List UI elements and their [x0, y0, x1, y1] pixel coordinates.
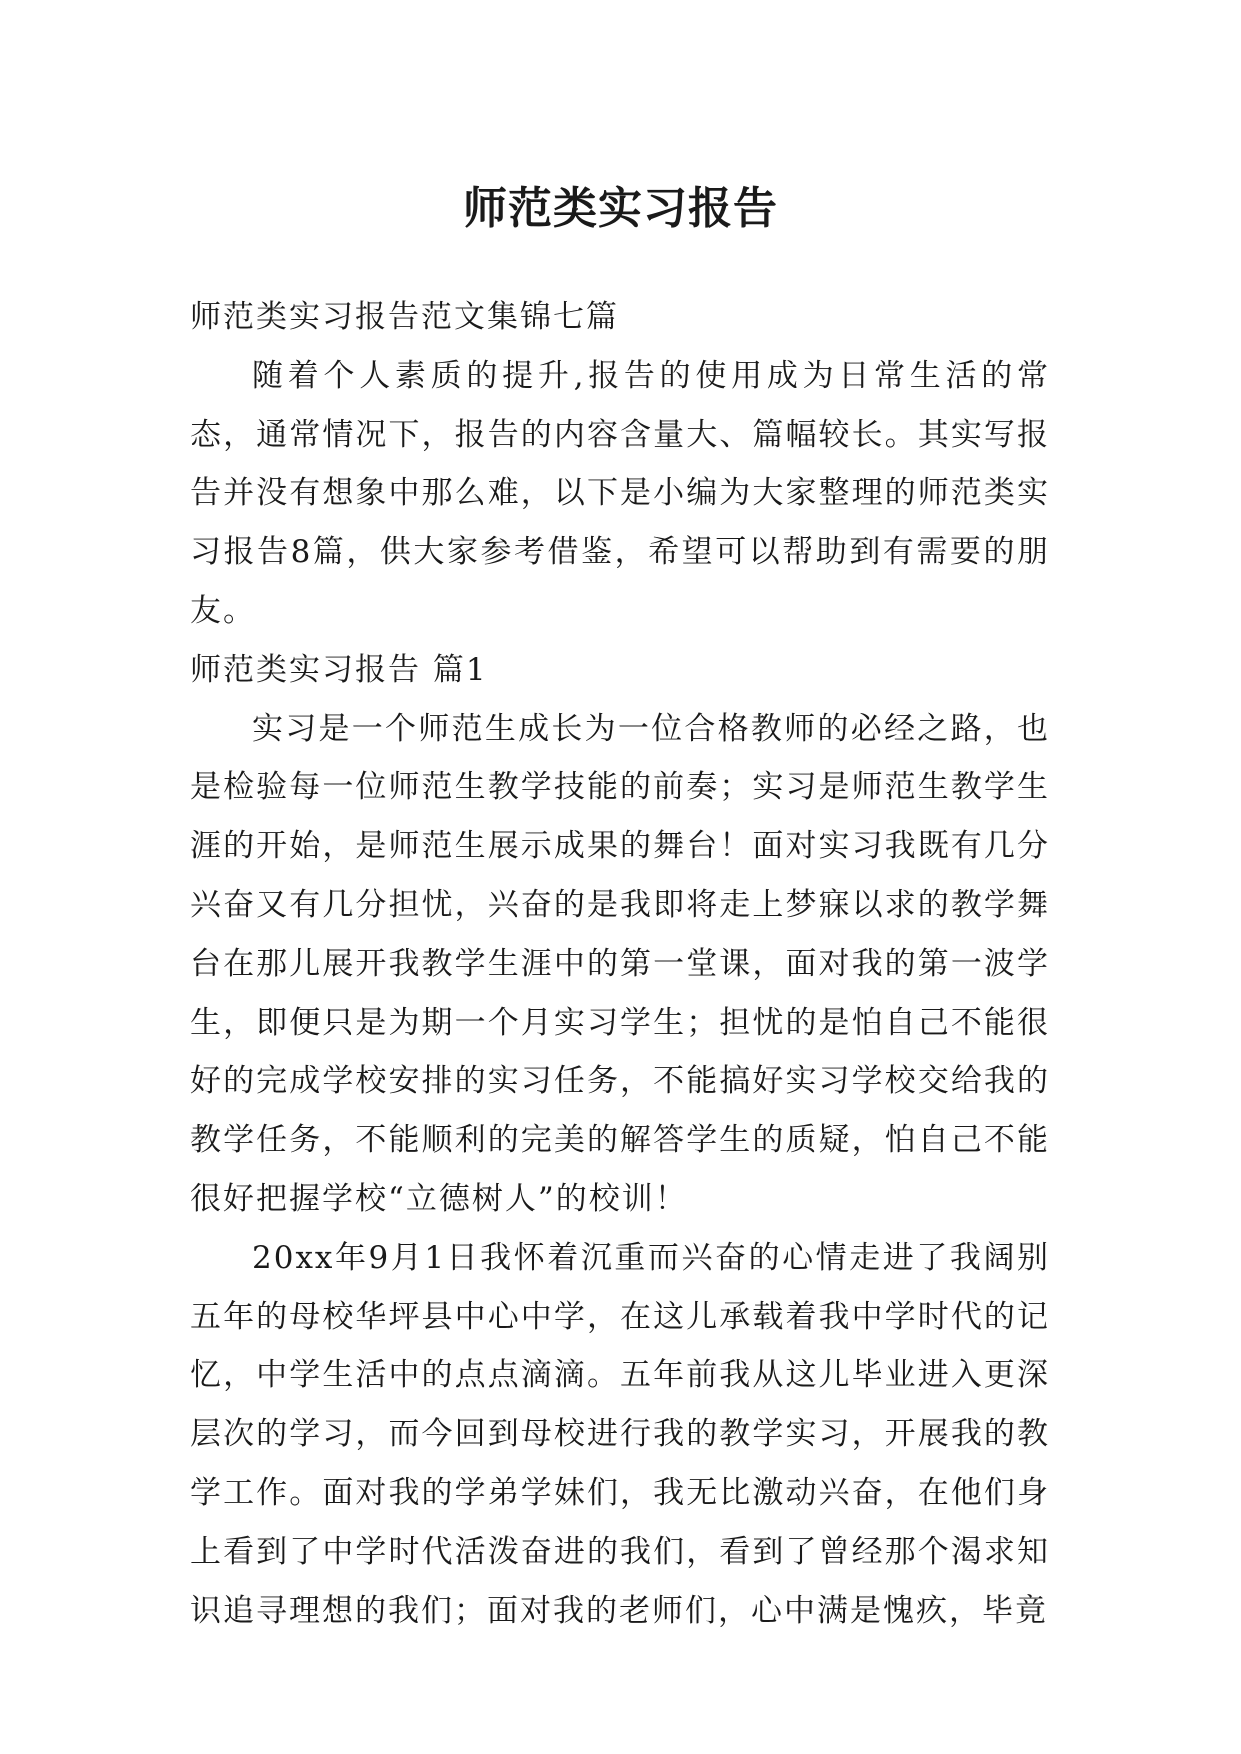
body-paragraph: 实习是一个师范生成长为一位合格教师的必经之路，也是检验每一位师范生教学技能的前奏；实习是师范生教学生涯的开始，是师范生展示成果的舞台！面对实习我既有几分兴奋又有几分担忧，兴奋的是我即将走上梦寐以求的教学舞台在那儿展开我教学生涯中的第一堂课，面对我的第一波学生，即便只是为期一个月实习学生；担忧的是怕自己不能很好的完成学校安排的实习任务，不能搞好实习学校交给我的教学任务，不能顺利的完美的解答学生的质疑，怕自己不能很好把握学校“立德树人”的校训！	[190, 710, 1050, 1217]
document-body	[190, 288, 1050, 1640]
document-subtitle: 师范类实习报告范文集锦七篇	[190, 299, 619, 335]
section-heading: 师范类实习报告 篇1	[190, 651, 488, 688]
document-title: 师范类实习报告	[463, 183, 778, 235]
body-paragraph: 20xx年9月1日我怀着沉重而兴奋的心情走进了我阔别五年的母校华坪县中心中学，在这儿承载着我中学时代的记忆，中学生活中的点点滴滴。五年前我从这儿毕业进入更深层次的学习，而今回到母校进行我的教学实习，开展我的教学工作。面对我的学弟学妹们，我无比激动兴奋，在他们身上看到了中学时代活泼奋进的我们，看到了曾经那个渴求知识追寻理想的我们；面对我的老师们，心中满是愧疚，毕竟	[190, 1239, 1050, 1629]
intro-paragraph: 随着个人素质的提升,报告的使用成为日常生活的常态，通常情况下，报告的内容含量大、篇幅较长。其实写报告并没有想象中那么难，以下是小编为大家整理的师范类实习报告8篇，供大家参考借鉴，希望可以帮助到有需要的朋友。	[190, 357, 1050, 629]
